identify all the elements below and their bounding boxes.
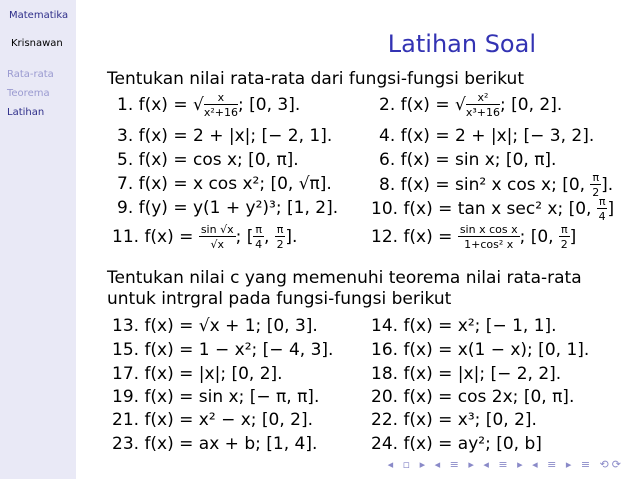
presentation-title: Matematika xyxy=(9,10,69,21)
nav-item-teorema[interactable]: Teorema xyxy=(7,88,50,99)
ex10-numerator: π xyxy=(598,195,606,208)
nav-item-rata-rata[interactable]: Rata-rata xyxy=(7,69,54,80)
ex8-denominator: 2 xyxy=(592,186,600,199)
exercise-4: 4. f(x) = 2 + |x|; [− 3, 2]. xyxy=(379,126,595,146)
exercise-1 xyxy=(117,92,300,118)
ex1-lhs: 1. f(x) = xyxy=(117,95,193,115)
ex12-b-den: 2 xyxy=(560,238,568,251)
exercise-2 xyxy=(379,92,562,118)
ex1-interval: ; [0, 3]. xyxy=(237,95,301,115)
ex11-lhs: 11. f(x) = xyxy=(112,227,199,247)
ex10-denominator: 4 xyxy=(598,210,606,223)
author-name: Krisnawan xyxy=(11,38,63,49)
ex12-upper-bound xyxy=(559,224,570,250)
ex1-fraction xyxy=(204,92,238,118)
exercise-24: 24. f(x) = ay²; [0, b] xyxy=(371,434,542,454)
ex12-close: ] xyxy=(569,227,577,247)
ex12-denominator: 1+cos² x xyxy=(464,238,514,251)
ex12-open: ; [0, xyxy=(519,227,559,247)
ex10-close: ] xyxy=(607,199,615,219)
exercise-8 xyxy=(379,172,613,198)
section2-intro-line2: untuk intrgral pada fungsi-fungsi berikut xyxy=(107,289,452,309)
exercise-18: 18. f(x) = |x|; [− 2, 2]. xyxy=(371,364,562,384)
exercise-3: 3. f(x) = 2 + |x|; [− 2, 1]. xyxy=(117,126,333,146)
ex8-lhs: 8. f(x) = sin² x cos x; [0, xyxy=(379,175,591,195)
ex11-open: ; [ xyxy=(235,227,254,247)
ex2-lhs: 2. f(x) = xyxy=(379,95,455,115)
exercise-10 xyxy=(371,196,614,222)
ex11-upper-bound xyxy=(275,224,286,250)
ex11-b-num: π xyxy=(276,223,284,236)
ex11-close: ]. xyxy=(285,227,298,247)
section1-intro: Tentukan nilai rata-rata dari fungsi-fungsi berikut xyxy=(107,69,524,89)
sqrt-symbol: √ xyxy=(193,95,204,115)
sqrt-symbol: √ xyxy=(455,95,466,115)
exercise-17: 17. f(x) = |x|; [0, 2]. xyxy=(112,364,283,384)
nav-item-latihan[interactable]: Latihan xyxy=(7,107,45,118)
exercise-12 xyxy=(371,224,576,250)
exercise-14: 14. f(x) = x²; [− 1, 1]. xyxy=(371,316,557,336)
frame-title: Latihan Soal xyxy=(387,30,536,58)
exercise-6: 6. f(x) = sin x; [0, π]. xyxy=(379,150,557,170)
ex12-b-num: π xyxy=(560,223,568,236)
exercise-16: 16. f(x) = x(1 − x); [0, 1]. xyxy=(371,340,590,360)
ex8-numerator: π xyxy=(592,171,600,184)
ex11-a-num: π xyxy=(255,223,262,236)
sidebar xyxy=(0,0,76,479)
exercise-9: 9. f(y) = y(1 + y²)³; [1, 2]. xyxy=(117,198,339,218)
ex11-lower-bound xyxy=(253,224,264,250)
exercise-5: 5. f(x) = cos x; [0, π]. xyxy=(117,150,299,170)
ex2-fraction xyxy=(466,92,500,118)
exercise-13: 13. f(x) = √x + 1; [0, 3]. xyxy=(112,316,318,336)
section2-intro-line1: Tentukan nilai c yang memenuhi teorema nilai rata-rata xyxy=(107,268,582,288)
ex11-numerator: sin √x xyxy=(200,223,234,236)
ex11-a-den: 4 xyxy=(255,238,263,251)
ex10-lhs: 10. f(x) = tan x sec² x; [0, xyxy=(371,199,597,219)
exercise-19: 19. f(x) = sin x; [− π, π]. xyxy=(112,387,320,407)
exercise-11 xyxy=(112,224,297,250)
ex11-denominator: √x xyxy=(210,238,224,251)
exercise-15: 15. f(x) = 1 − x²; [− 4, 3]. xyxy=(112,340,334,360)
ex12-lhs: 12. f(x) = xyxy=(371,227,458,247)
exercise-20: 20. f(x) = cos 2x; [0, π]. xyxy=(371,387,575,407)
section-nav xyxy=(7,69,54,126)
exercise-7: 7. f(x) = x cos x²; [0, √π]. xyxy=(117,174,332,194)
ex11-b-den: 2 xyxy=(276,238,284,251)
exercise-22: 22. f(x) = x³; [0, 2]. xyxy=(371,410,537,430)
ex1-denominator: x²+16 xyxy=(203,106,238,119)
exercise-23: 23. f(x) = ax + b; [1, 4]. xyxy=(112,434,318,454)
ex11-comma: , xyxy=(263,227,275,247)
ex2-denominator: x³+16 xyxy=(465,106,500,119)
beamer-navigation-bar[interactable]: ◂ ▫ ▸ ◂ ≡ ▸ ◂ ≡ ▸ ◂ ≡ ▸ ≡ ⟲⟳ xyxy=(387,458,624,471)
ex11-fraction xyxy=(199,224,236,250)
ex1-numerator: x xyxy=(204,92,238,105)
ex12-numerator: sin x cos x xyxy=(459,223,518,236)
ex8-close: ]. xyxy=(601,175,614,195)
ex2-interval: ; [0, 2]. xyxy=(499,95,563,115)
exercise-21: 21. f(x) = x² − x; [0, 2]. xyxy=(112,410,314,430)
ex12-fraction xyxy=(458,224,520,250)
ex10-fraction xyxy=(597,196,608,222)
ex2-numerator: x² xyxy=(466,92,500,105)
